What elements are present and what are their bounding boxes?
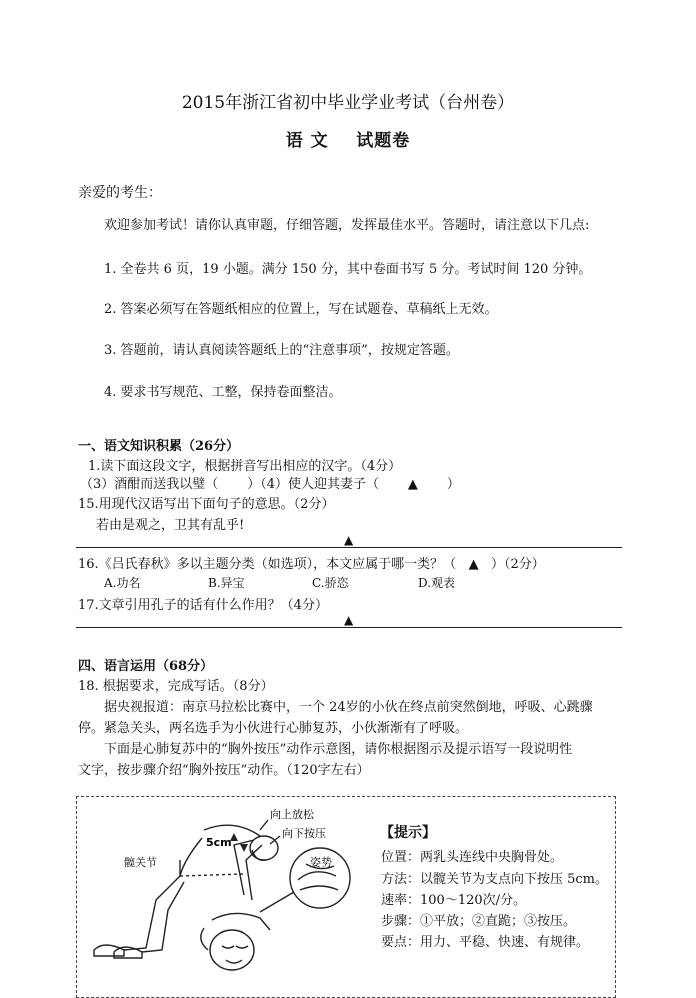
question-1: 1.读下面这段文字，根据拼音写出相应的汉字。（4分） (88, 459, 402, 474)
question-15-text: 若由是观之，卫其有乱乎! (96, 518, 245, 533)
answer-mark-17: ▲ (344, 613, 354, 627)
tip-rate: 速率：100～120次/分。 (381, 893, 527, 908)
tip-position: 位置：两乳头连线中央胸骨处。 (381, 850, 564, 865)
label-down-press: 向下按压 (282, 827, 326, 840)
notice-item-3: 3. 答题前，请认真阅读答题纸上的“注意事项”，按规定答题。 (104, 343, 459, 358)
question-18: 18. 根据要求，完成写话。（8分） (78, 679, 274, 694)
label-5cm: 5cm (206, 836, 232, 849)
cpr-illustration (84, 800, 374, 980)
q16-option-b: B.异宝 (208, 576, 245, 590)
q18-paragraph-1-line-1: 据央视报道：南京马拉松比赛中，一个 24岁的小伙在终点前突然倒地，呼吸、心跳骤 (104, 700, 593, 715)
q16-option-d: D.观表 (418, 576, 456, 590)
q18-paragraph-2-line-1: 下面是心肺复苏中的“胸外按压”动作示意图，请你根据图示及提示语写一段说明性 (104, 742, 573, 757)
tip-steps: 步骤：①平放；②直跪；③按压。 (381, 914, 577, 929)
question-16: 16.《吕氏春秋》多以主题分类（如选项），本文应属于哪一类？（ ▲ ）（2分） (78, 557, 545, 572)
tip-key-points: 要点：用力、平稳、快速、有规律。 (381, 935, 590, 950)
greeting: 亲爱的考生： (78, 185, 162, 201)
answer-line-17 (76, 627, 622, 628)
q16-option-a: A.功名 (104, 576, 141, 590)
exam-subtitle: 语 文 试题卷 (285, 131, 411, 151)
exam-title: 2015年浙江省初中毕业学业考试（台州卷） (181, 93, 515, 113)
label-up-release: 向上放松 (270, 808, 314, 821)
intro-text: 欢迎参加考试！请你认真审题，仔细答题，发挥最佳水平。答题时，请注意以下几点: (104, 218, 590, 233)
question-1-sub: （3）酒酣而送我以璧（ ）（4）使人迎其妻子（ ▲ ） (80, 477, 460, 492)
q18-paragraph-2-line-2: 文字，按步骤介绍“胸外按压”动作。（120字左右） (78, 763, 370, 778)
section4-heading: 四、语言运用（68分） (78, 659, 214, 674)
tip-method: 方法：以髋关节为支点向下按压 5cm。 (381, 872, 609, 887)
q18-paragraph-1-line-2: 停。紧急关头，两名选手为小伙进行心肺复苏，小伙渐渐有了呼吸。 (78, 721, 469, 736)
label-hip-joint: 髋关节 (124, 856, 157, 869)
notice-item-2: 2. 答案必须写在答题纸相应的位置上，写在试题卷、草稿纸上无效。 (104, 302, 498, 317)
section1-heading: 一、语文知识积累（26分） (78, 439, 240, 454)
q16-option-c: C.骄恣 (312, 576, 349, 590)
notice-item-4: 4. 要求书写规范、工整，保持卷面整洁。 (104, 385, 342, 400)
question-17: 17.文章引用孔子的话有什么作用？（4分） (78, 598, 328, 613)
answer-mark-15: ▲ (344, 533, 354, 547)
notice-item-1: 1. 全卷共 6 页，19 小题。满分 150 分，其中卷面书写 5 分。考试时间 120 分钟。 (104, 262, 592, 277)
tips-title: 【提示】 (380, 825, 436, 841)
label-pose: 姿势 (310, 856, 332, 869)
answer-line-15 (76, 547, 622, 548)
question-15: 15.用现代汉语写出下面句子的意思。（2分） (78, 497, 335, 512)
